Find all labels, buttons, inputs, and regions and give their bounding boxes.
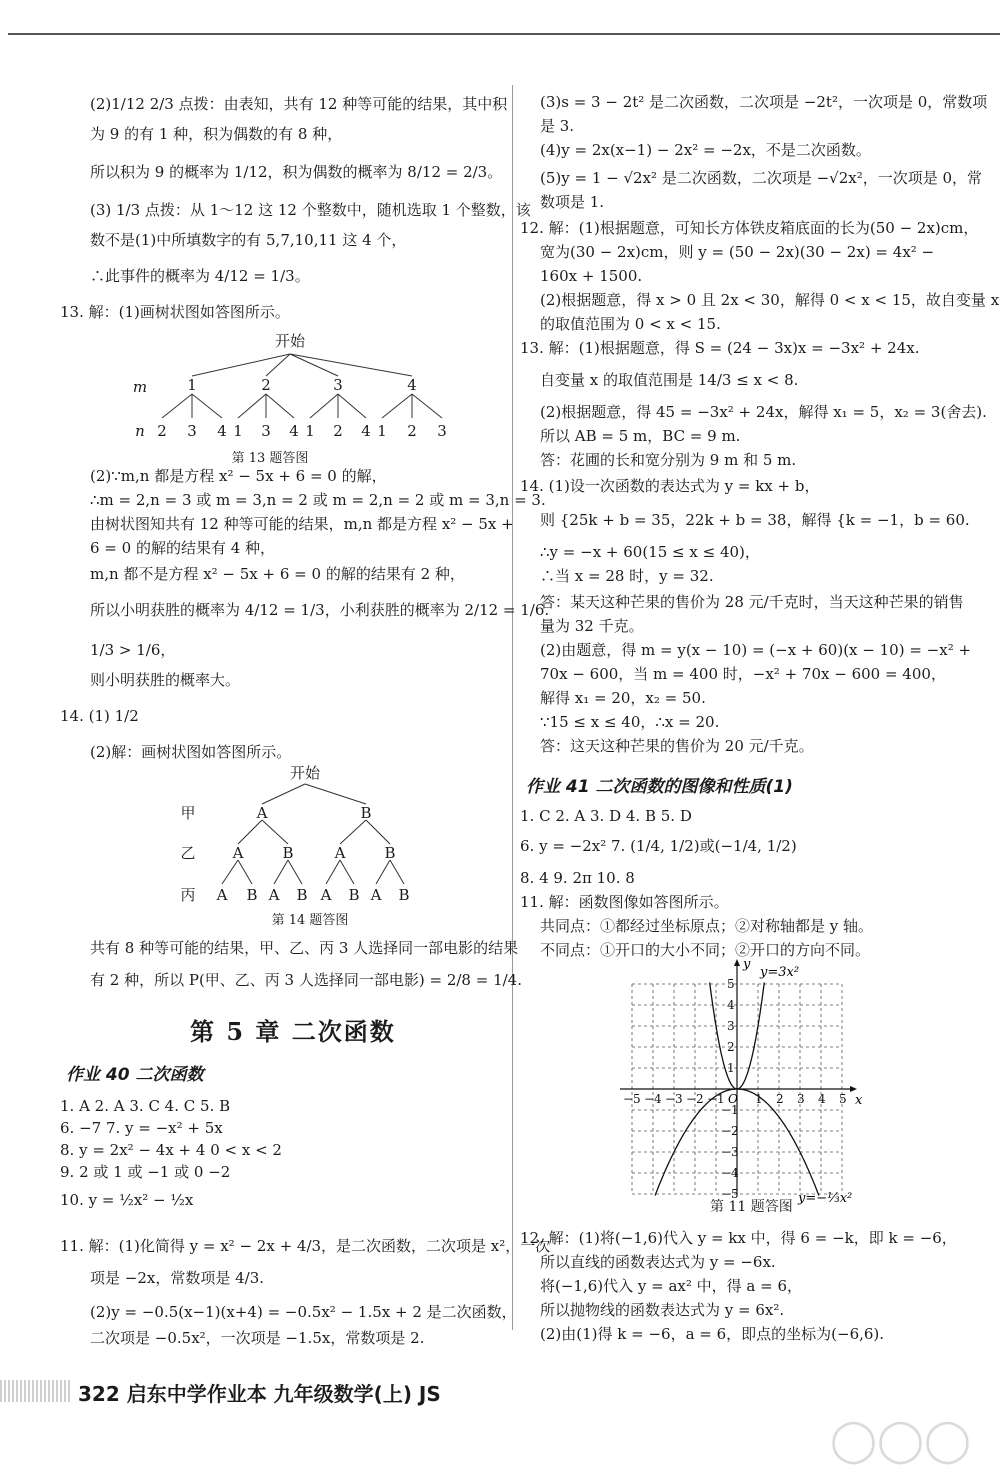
text-line: 70x − 600，当 m = 400 时，−x² + 70x − 600 = 400， — [540, 665, 946, 683]
tree-level-label: 乙 — [180, 844, 196, 862]
tree-leaf: A — [370, 886, 382, 904]
tree-node: B — [384, 844, 396, 862]
tree-leaf: 3 — [261, 422, 271, 440]
tree-leaf: A — [268, 886, 280, 904]
tree-leaf: 2 — [407, 422, 417, 440]
text-line: 11. 解：函数图像如答图所示。 — [520, 893, 729, 911]
page-footer — [0, 1372, 1000, 1412]
text-line: 答：花圃的长和宽分别为 9 m 和 5 m. — [540, 451, 797, 469]
tree-node: B — [282, 844, 294, 862]
chapter-title: 第 5 章 二次函数 — [190, 1017, 396, 1046]
column-divider — [512, 85, 513, 1330]
text-line: ∴y = −x + 60(15 ≤ x ≤ 40)， — [540, 543, 760, 561]
tree-leaf: 1 — [233, 422, 243, 440]
text-line: 项是 −2x，常数项是 4/3. — [90, 1269, 265, 1287]
text-line: 6 = 0 的解的结果有 4 种， — [90, 539, 276, 557]
watermark-logo: ◯◯◯ — [830, 1415, 972, 1464]
axis-label: x — [855, 1093, 863, 1108]
figure-caption: 第 11 题答图 — [710, 1199, 793, 1215]
text-line: (4)y = 2x(x−1) − 2x² = −2x，不是二次函数。 — [540, 141, 871, 159]
text-line: 的取值范围为 0 < x < 15. — [540, 315, 721, 333]
tree-leaf: 2 — [333, 422, 343, 440]
text-line: 为 9 的有 1 种，积为偶数的有 8 种， — [90, 125, 343, 143]
text-line: 量为 32 千克。 — [540, 617, 644, 635]
text-line: 10. y = ½x² − ½x — [60, 1191, 194, 1209]
text-line: ∴此事件的概率为 4/12 = 1/3。 — [90, 267, 310, 285]
text-line: 所以直线的函数表达式为 y = −6x. — [540, 1253, 776, 1271]
y-tick-label: 2 — [727, 1040, 735, 1054]
text-line: 则小明获胜的概率大。 — [90, 671, 241, 689]
footer-text — [78, 1378, 441, 1407]
tree-leaf: B — [246, 886, 258, 904]
text-line: 解得 x₁ = 20，x₂ = 50. — [540, 689, 706, 707]
section-heading: 作业 40 二次函数 — [66, 1065, 204, 1085]
tree-leaf: 1 — [377, 422, 387, 440]
x-tick-label: 1 — [755, 1092, 763, 1106]
text-line: 160x + 1500. — [540, 267, 643, 285]
x-tick-label: 2 — [776, 1092, 784, 1106]
tree-leaf: B — [348, 886, 360, 904]
function-graph — [610, 958, 880, 1218]
tree-leaf: 4 — [289, 422, 299, 440]
tree-leaf: A — [320, 886, 332, 904]
text-line: 8. 4 9. 2π 10. 8 — [520, 869, 635, 887]
text-line: 共有 8 种等可能的结果，甲、乙、丙 3 人选择同一部电影的结果 — [90, 939, 519, 957]
x-tick-label: −2 — [686, 1092, 704, 1106]
text-line: 13. 解：(1)画树状图如答图所示。 — [60, 303, 290, 321]
text-line: 11. 解：(1)化简得 y = x² − 2x + 4/3，是二次函数，二次项是 x²，一次 — [60, 1237, 551, 1255]
text-line: 1/3 > 1/6， — [90, 641, 176, 659]
figure-caption: 第 14 题答图 — [271, 913, 349, 928]
y-tick-label: −2 — [721, 1124, 739, 1138]
top-rule — [8, 33, 1000, 35]
text-line: 答：这天这种芒果的售价为 20 元/千克。 — [540, 737, 814, 755]
figure-caption: 第 13 题答图 — [231, 451, 309, 466]
axis-label: y — [743, 958, 751, 972]
tree-root: 开始 — [274, 332, 306, 350]
text-line: 所以积为 9 的概率为 1/12，积为偶数的概率为 8/12 = 2/3。 — [90, 163, 503, 181]
text-line: (2)解：画树状图如答图所示。 — [90, 743, 292, 761]
y-tick-label: 1 — [727, 1061, 735, 1075]
book-title: 启东中学作业本 九年级数学(上) JS — [126, 1382, 441, 1406]
text-line: 9. 2 或 1 或 −1 或 0 −2 — [60, 1163, 231, 1181]
x-axis-arrow — [850, 1086, 857, 1092]
tree-leaf: 4 — [217, 422, 227, 440]
tree-node: 1 — [187, 376, 197, 394]
text-line: (2)由题意，得 m = y(x − 10) = (−x + 60)(x − 10) = −x² + — [540, 641, 972, 659]
curve-label: y=3x² — [760, 965, 800, 980]
text-line: 12. 解：(1)将(−1,6)代入 y = kx 中，得 6 = −k，即 k = −6， — [520, 1229, 957, 1247]
y-axis-arrow — [734, 959, 740, 966]
tree-level-label: 丙 — [180, 886, 196, 904]
x-tick-label: −4 — [644, 1092, 662, 1106]
tree-leaf: B — [398, 886, 410, 904]
tree-leaf: A — [216, 886, 228, 904]
tree-root: 开始 — [289, 764, 321, 782]
text-line: 自变量 x 的取值范围是 14/3 ≤ x < 8. — [540, 371, 799, 389]
tree-node: 3 — [333, 376, 343, 394]
tree-level-label: n — [135, 422, 145, 440]
text-line: ∴m = 2,n = 3 或 m = 3,n = 2 或 m = 2,n = 2 或 m = 3,n = 3. — [90, 491, 546, 509]
tree-leaf: B — [296, 886, 308, 904]
y-tick-label: 5 — [727, 977, 735, 991]
text-line: 二次项是 −0.5x²，一次项是 −1.5x，常数项是 2. — [90, 1329, 425, 1347]
tree-leaf: 2 — [157, 422, 167, 440]
text-line: (2)∵m,n 都是方程 x² − 5x + 6 = 0 的解， — [90, 467, 387, 485]
text-line: 是 3. — [540, 117, 575, 135]
text-line: 有 2 种，所以 P(甲、乙、丙 3 人选择同一部电影) = 2/8 = 1/4. — [90, 971, 522, 989]
y-tick-label: 4 — [727, 998, 735, 1012]
text-line: ∴当 x = 28 时，y = 32. — [540, 567, 714, 585]
text-line: 所以 AB = 5 m，BC = 9 m. — [540, 427, 741, 445]
text-line: 6. −7 7. y = −x² + 5x — [60, 1119, 223, 1137]
text-line: 则 {25k + b = 35，22k + b = 38，解得 {k = −1，b = 60. — [540, 511, 970, 529]
text-line: 将(−1,6)代入 y = ax² 中，得 a = 6， — [540, 1277, 803, 1295]
footer-stripe — [0, 1380, 70, 1402]
text-line: 共同点：①都经过坐标原点；②对称轴都是 y 轴。 — [540, 917, 874, 935]
text-line: (2)根据题意，得 45 = −3x² + 24x，解得 x₁ = 5，x₂ = 3(舍去). — [540, 403, 987, 421]
text-line: (3)s = 3 − 2t² 是二次函数，二次项是 −2t²，一次项是 0，常数项 — [540, 93, 988, 111]
text-line: (2)1/12 2/3 点拨：由表知，共有 12 种等可能的结果，其中积 — [90, 95, 508, 113]
text-line: 所以小明获胜的概率为 4/12 = 1/3，小利获胜的概率为 2/12 = 1/6. — [90, 601, 550, 619]
tree-leaf: 1 — [305, 422, 315, 440]
text-line: m,n 都不是方程 x² − 5x + 6 = 0 的解的结果有 2 种， — [90, 565, 465, 583]
tree-leaf: 3 — [437, 422, 447, 440]
y-tick-label: −1 — [721, 1103, 739, 1117]
text-line: 14. (1)设一次函数的表达式为 y = kx + b， — [520, 477, 820, 495]
tree-leaf: 3 — [187, 422, 197, 440]
y-tick-label: 3 — [727, 1019, 735, 1033]
tree-node: A — [334, 844, 346, 862]
text-line: (2)由(1)得 k = −6，a = 6，即点的坐标为(−6,6). — [540, 1325, 885, 1343]
tree-node: 2 — [261, 376, 271, 394]
tree-node: A — [232, 844, 244, 862]
origin-label: O — [728, 1092, 738, 1106]
text-line: 14. (1) 1/2 — [60, 707, 139, 725]
y-tick-label: −4 — [721, 1166, 739, 1180]
x-tick-label: 5 — [839, 1092, 847, 1106]
text-line: 所以抛物线的函数表达式为 y = 6x². — [540, 1301, 785, 1319]
tree-diagram-14 — [180, 760, 420, 930]
text-line: 1. A 2. A 3. C 4. C 5. B — [60, 1097, 231, 1115]
tree-node: 4 — [407, 376, 417, 394]
section-heading: 作业 41 二次函数的图像和性质(1) — [526, 777, 793, 797]
page-number: 322 — [78, 1382, 120, 1406]
y-tick-label: −3 — [721, 1145, 739, 1159]
y-tick-label: −5 — [721, 1187, 739, 1201]
text-line: (5)y = 1 − √2x² 是二次函数，二次项是 −√2x²，一次项是 0，常 — [540, 169, 983, 187]
text-line: (3) 1/3 点拨：从 1～12 这 12 个整数中，随机选取 1 个整数，该 — [90, 201, 531, 219]
text-line: 数项是 1. — [540, 193, 605, 211]
text-line: 1. C 2. A 3. D 4. B 5. D — [520, 807, 692, 825]
curve-label: y=−⅓x² — [798, 1191, 853, 1206]
tree-node: A — [256, 804, 268, 822]
text-line: 答：某天这种芒果的售价为 28 元/千克时，当天这种芒果的销售 — [540, 593, 964, 611]
x-tick-label: 3 — [797, 1092, 805, 1106]
x-tick-label: −5 — [623, 1092, 641, 1106]
text-line: 由树状图知共有 12 种等可能的结果，m,n 都是方程 x² − 5x + — [90, 515, 514, 533]
text-line: (2)根据题意，得 x > 0 且 2x < 30，解得 0 < x < 15，故自变量 x — [540, 291, 1000, 309]
text-line: (2)y = −0.5(x−1)(x+4) = −0.5x² − 1.5x + 2 是二次函数， — [90, 1303, 517, 1321]
tree-node: B — [360, 804, 372, 822]
x-tick-label: 4 — [818, 1092, 826, 1106]
text-line: 13. 解：(1)根据题意，得 S = (24 − 3x)x = −3x² + 24x. — [520, 339, 920, 357]
text-line: 数不是(1)中所填数字的有 5,7,10,11 这 4 个， — [90, 231, 407, 249]
tree-leaf: 4 — [361, 422, 371, 440]
x-tick-label: −3 — [665, 1092, 683, 1106]
text-line: 宽为(30 − 2x)cm，则 y = (50 − 2x)(30 − 2x) = 4x² − — [540, 243, 935, 261]
text-line: 12. 解：(1)根据题意，可知长方体铁皮箱底面的长为(50 − 2x)cm， — [520, 219, 979, 237]
text-line: 不同点：①开口的大小不同；②开口的方向不同。 — [540, 941, 871, 959]
x-tick-label: −1 — [707, 1092, 725, 1106]
text-line: 6. y = −2x² 7. (1/4, 1/2)或(−1/4, 1/2) — [520, 837, 797, 855]
text-line: 8. y = 2x² − 4x + 4 0 < x < 2 — [60, 1141, 282, 1159]
tree-level-label: m — [132, 378, 148, 396]
text-line: ∵15 ≤ x ≤ 40，∴x = 20. — [540, 713, 720, 731]
tree-level-label: 甲 — [180, 804, 196, 822]
